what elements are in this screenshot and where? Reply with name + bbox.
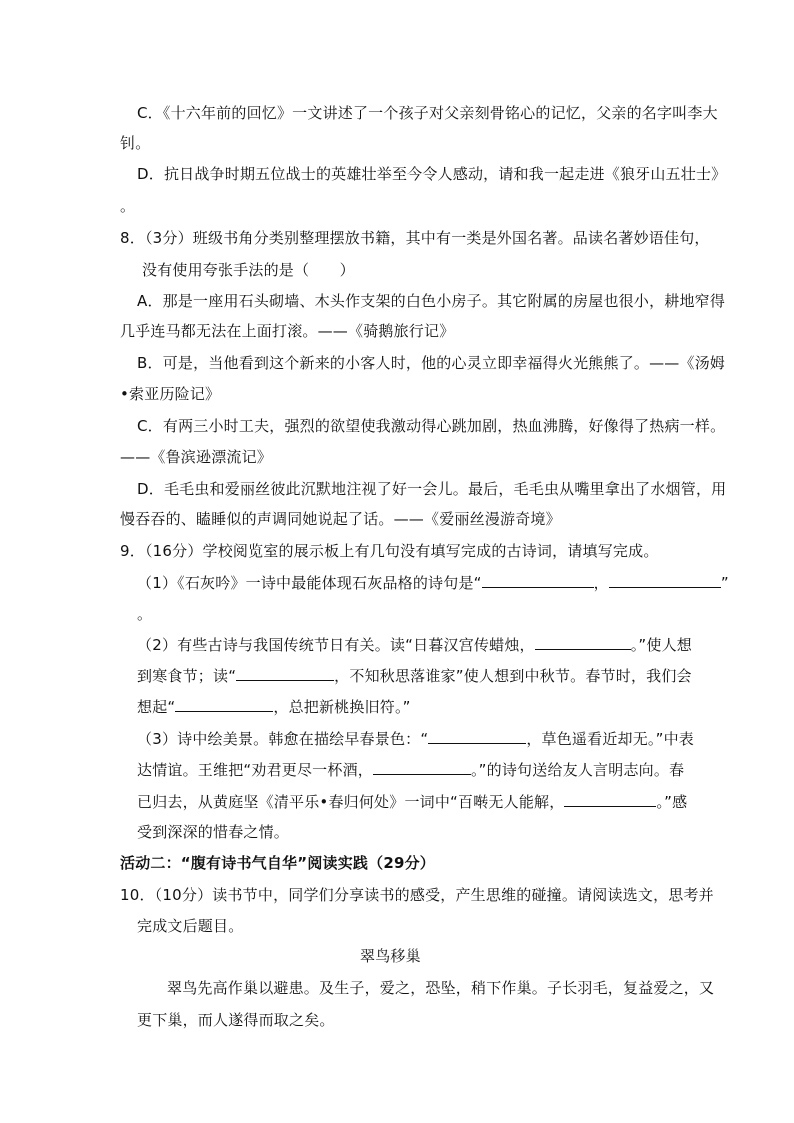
q9-stem: 9．（16分）学校阅览室的展示板上有几句没有填写完成的古诗词，请填写完成。 bbox=[120, 542, 659, 560]
q7-option-c-line1: C．《十六年前的回忆》一文讲述了一个孩子对父亲刻骨铭心的记忆，父亲的名字叫李大 bbox=[137, 104, 718, 122]
q9-part3-text: （3）诗中绘美景。韩愈在描绘早春景色：“ bbox=[137, 730, 429, 748]
answer-blank[interactable] bbox=[428, 729, 526, 744]
q10-stem-line2: 完成文后题目。 bbox=[137, 917, 244, 935]
q8-option-c-line1: C．有两三小时工夫，强烈的欲望使我激动得心跳加剧，热血沸腾，好像得了热病一样。 bbox=[137, 417, 726, 435]
q9-part2-text: （2）有些古诗与我国传统节日有关。读“日暮汉宫传蜡烛， bbox=[137, 636, 535, 654]
q7-option-d-line1: D．抗日战争时期五位战士的英雄壮举至今令人感动，请和我一起走进《狼牙山五壮士》 bbox=[137, 165, 727, 183]
q9-part1-line1 bbox=[137, 573, 729, 593]
q7-option-d-line2: 。 bbox=[120, 197, 136, 215]
q8-option-b-line2: •索亚历险记》 bbox=[120, 385, 221, 403]
q8-option-d-line1: D．毛毛虫和爱丽丝彼此沉默地注视了好一会儿。最后，毛毛虫从嘴里拿出了水烟管，用 bbox=[137, 480, 727, 498]
q8-stem-line2: 没有使用夸张手法的是（ ） bbox=[142, 261, 355, 279]
answer-blank[interactable] bbox=[609, 573, 721, 588]
q9-part2-line2 bbox=[137, 666, 692, 686]
answer-blank[interactable] bbox=[482, 573, 594, 588]
passage-line2: 更下巢，而人遂得而取之矣。 bbox=[137, 1011, 335, 1029]
q9-part3-line2 bbox=[137, 760, 684, 780]
answer-blank[interactable] bbox=[175, 697, 273, 712]
q9-part2-text: 想起“ bbox=[137, 698, 176, 716]
answer-blank[interactable] bbox=[564, 792, 656, 807]
answer-blank[interactable] bbox=[236, 666, 334, 681]
q8-option-a-line2: 几乎连马都无法在上面打滚。——《骑鹅旅行记》 bbox=[120, 322, 455, 340]
q9-part2-text: ，总把新桃换旧符。” bbox=[273, 698, 411, 716]
q7-option-c-line2: 钊。 bbox=[120, 134, 151, 152]
q9-part2-text: 到寒食节；读“ bbox=[137, 667, 237, 685]
passage-line1: 翠鸟先高作巢以避患。及生子，爱之，恐坠，稍下作巢。子长羽毛，复益爱之，又 bbox=[167, 979, 715, 997]
q8-option-b-line1: B．可是，当他看到这个新来的小客人时，他的心灵立即幸福得火光熊熊了。——《汤姆 bbox=[137, 354, 726, 372]
q9-part3-line4: 受到深深的惜春之情。 bbox=[137, 823, 290, 841]
q8-option-d-line2: 慢吞吞的、瞌睡似的声调同她说起了话。——《爱丽丝漫游奇境》 bbox=[120, 510, 561, 528]
q9-part2-text: ，不知秋思落谁家”使人想到中秋节。春节时，我们会 bbox=[334, 667, 692, 685]
q8-stem-line1: 8．（3分）班级书角分类别整理摆放书籍，其中有一类是外国名著。品读名著妙语佳句， bbox=[120, 229, 710, 247]
q9-part3-line1 bbox=[137, 729, 694, 749]
q9-part1-separator: ， bbox=[593, 574, 609, 592]
q9-part1-line2: 。 bbox=[137, 605, 153, 623]
q9-part2-line3 bbox=[137, 697, 411, 717]
passage-title: 翠鸟移巢 bbox=[360, 947, 421, 965]
q9-part3-text: 。”的诗句送给友人言明志向。春 bbox=[470, 761, 685, 779]
q9-part2-line1 bbox=[137, 635, 692, 655]
q9-part3-text: 达情谊。王维把“劝君更尽一杯酒， bbox=[137, 761, 373, 779]
q8-option-c-line2: ——《鲁滨逊漂流记》 bbox=[120, 448, 273, 466]
q9-part2-text: 。”使人想 bbox=[630, 636, 692, 654]
answer-blank[interactable] bbox=[373, 760, 471, 775]
q8-option-a-line1: A．那是一座用石头砌墙、木头作支架的白色小房子。其它附属的房屋也很小，耕地窄得 bbox=[137, 292, 726, 310]
q9-part3-text: 。”感 bbox=[656, 793, 688, 811]
q9-part3-line3 bbox=[137, 792, 687, 812]
q9-part3-text: ，草色遥看近却无。”中表 bbox=[526, 730, 695, 748]
section-heading: 活动二：“腹有诗书气自华”阅读实践（29分） bbox=[120, 854, 435, 872]
q9-part1-text: （1）《石灰吟》一诗中最能体现石灰品格的诗句是“ bbox=[137, 574, 482, 592]
q9-part1-close-quote: ” bbox=[720, 574, 729, 592]
q10-stem-line1: 10．（10分）读书节中，同学们分享读书的感受，产生思维的碰撞。请阅读选文，思考并 bbox=[120, 886, 714, 904]
answer-blank[interactable] bbox=[535, 635, 631, 650]
q9-part3-text: 已归去，从黄庭坚《清平乐•春归何处》一词中“百啭无人能解， bbox=[137, 793, 565, 811]
